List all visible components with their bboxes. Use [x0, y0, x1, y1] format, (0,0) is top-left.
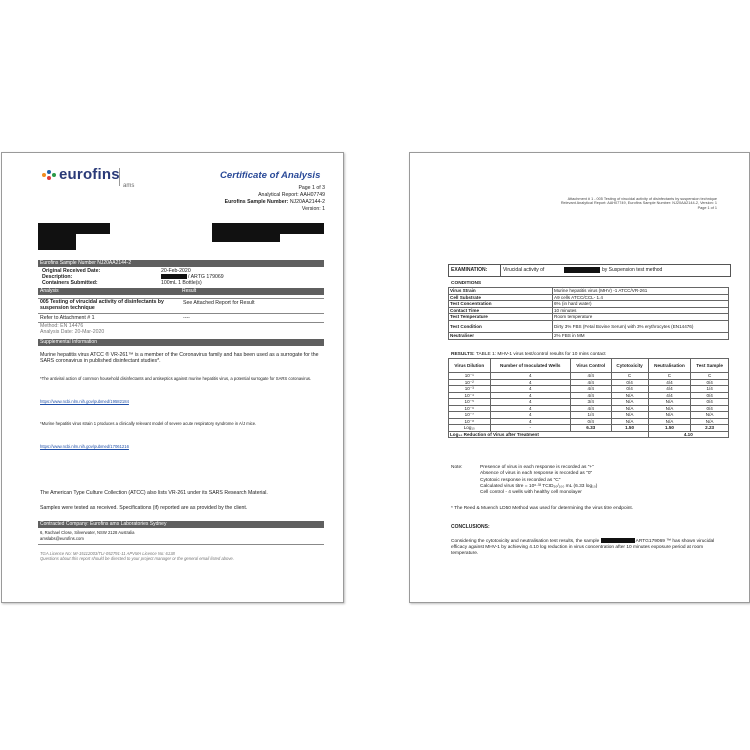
table-cell: 10⁻³ — [449, 386, 491, 393]
table-row — [449, 320, 729, 332]
table-cell: 10⁻⁵ — [449, 399, 491, 406]
table-cell: 4 — [490, 405, 570, 412]
table-cell: 1.50 — [611, 425, 648, 432]
analytical-report-label: Analytical Report: — [258, 192, 299, 198]
licence-footer: TGA Licence No: MI-15112003/TLI-052791-11 APVMA Licence No: 6138 — [40, 551, 175, 556]
refer-value: ---- — [183, 315, 190, 321]
table-cell: 10⁻⁷ — [449, 412, 491, 419]
reference-link-2[interactable]: https://www.ncbi.nlm.nih.gov/pubmed/17061216 — [40, 444, 129, 449]
table-cell: C — [648, 373, 691, 380]
table-cell: 0/4 — [611, 386, 648, 393]
table-cell: 10⁻⁴ — [449, 392, 491, 399]
contracted-company-bar: Contracted Company: Eurofins ams Laboratories Sydney — [38, 521, 324, 528]
redaction-block — [601, 538, 635, 543]
column-header: Number of Inoculated Wells — [490, 359, 570, 373]
atcc-paragraph: The American Type Culture Collection (ATCC) also lists VR-261 under its SARS Research Material. — [40, 490, 268, 496]
divider — [38, 544, 324, 545]
note-line: Absence of virus in each response is recorded as "0" — [480, 471, 593, 477]
samples-paragraph: Samples were tested as received. Specifications (if) reported are as provided by the client. — [40, 505, 248, 511]
table-cell: N/A — [611, 418, 648, 425]
column-header: Virus Control — [570, 359, 611, 373]
table-cell: 4/4 — [648, 379, 691, 386]
divider — [38, 313, 324, 314]
certificate-title: Certificate of Analysis — [220, 170, 321, 181]
certificate-page — [1, 152, 344, 603]
logo-divider — [119, 168, 120, 186]
table-cell: Log₁₀ — [449, 425, 491, 432]
reference-note-1: *The antiviral action of common household disinfectants and antiseptics against murine hepatitis virus, a potential surrogate for SARS coronavirus. — [40, 376, 312, 381]
analytical-report-value: AAH07749 — [299, 192, 325, 198]
attachment-header — [561, 197, 717, 210]
condition-value: 2% FBS in MM — [553, 332, 729, 339]
logo-dot-icon — [47, 170, 51, 174]
condition-label: Test Condition — [449, 320, 553, 332]
examination-box — [448, 264, 731, 277]
sample-number-label: Eurofins Sample Number: — [224, 199, 289, 205]
redaction-block — [38, 233, 76, 250]
logo-sub: ams — [123, 183, 135, 189]
received-date-value: 20-Feb-2020 — [161, 268, 191, 274]
sample-number-value: NJ20AA2144-2 — [289, 199, 325, 205]
conditions-table — [448, 287, 729, 340]
analysis-result: See Attached Report for Result — [183, 300, 255, 306]
logo-brand: eurofins — [59, 166, 120, 183]
redaction-block — [212, 233, 280, 242]
description-label: Description: — [42, 274, 73, 280]
table-cell: 10⁻⁶ — [449, 405, 491, 412]
result-head: Result — [182, 288, 197, 294]
table-row — [449, 332, 729, 339]
conclusion-rest: ARTG179069 ™ has shown virucidal efficacy against MHV-1 by achieving 4.10 log reduction in virus concentration after 10 minutes exposure period at room temperature. — [451, 538, 715, 557]
attachment-header-line: Relevant Analytical Report: AAH07749, Eurofins Sample Number: NJ20AA2144-2, Version: 1 — [560, 201, 717, 206]
analysis-title: 005 Testing of virucidal activity of disinfectants by suspension technique — [40, 299, 164, 311]
condition-value: 10 minutes — [553, 307, 729, 314]
table-cell: N/A — [611, 399, 648, 406]
conclusion-paragraph — [451, 538, 729, 557]
sample-number — [225, 199, 325, 205]
method: Method: EN 14476 — [40, 323, 84, 329]
attachment-header-line: Page 1 of 1 — [697, 205, 717, 210]
logo-dot-icon — [52, 173, 56, 177]
note-line: Presence of virus in each response is recorded as "+" — [480, 465, 594, 470]
logo-dot-icon — [42, 173, 46, 177]
containers-value: 100mL 1 Bottle(s) — [161, 280, 202, 286]
note-line: Calculated virus titre = 10⁶·³³ TCID₅₀/₁₀₀ mL (6.33 log₁₀) — [480, 483, 598, 489]
conditions-heading: CONDITIONS — [451, 281, 482, 286]
results-header-row — [449, 359, 729, 373]
results-table — [448, 358, 729, 438]
table-cell: N/A — [691, 412, 729, 419]
reference-link-1[interactable]: https://www.ncbi.nlm.nih.gov/pubmed/19582184 — [40, 399, 129, 404]
column-header: Test Sample — [691, 359, 729, 373]
reed-muench-note: * The Reed & Muench LD50 Method was used for determining the virus titre endpoint. — [451, 506, 634, 511]
table-cell: 4/4 — [570, 405, 611, 412]
note-label: Note: — [451, 465, 463, 470]
analysis-header-bar — [38, 288, 324, 295]
condition-label: Contact Time — [449, 307, 553, 314]
company-email: amslabs@eurofins.com — [40, 536, 84, 541]
table-cell: 10⁻⁸ — [449, 418, 491, 425]
questions-footer: Questions about this report should be directed to your project manager or the general email listed above. — [40, 556, 234, 561]
table-cell: N/A — [648, 412, 691, 419]
table-cell: 3/4 — [570, 399, 611, 406]
received-date-label: Original Received Date: — [42, 268, 101, 274]
table-cell: 4 — [490, 392, 570, 399]
redaction-block — [161, 274, 187, 279]
table-cell: 4 — [490, 418, 570, 425]
condition-label: Test Concentration — [449, 301, 553, 308]
table-cell: 1/4 — [570, 412, 611, 419]
reduction-row — [449, 431, 729, 438]
condition-value: 6% (in hard water) — [553, 301, 729, 308]
attachment-page — [409, 152, 750, 603]
table-cell: 4 — [490, 379, 570, 386]
analysis-date: Analysis Date: 20-Mar-2020 — [40, 329, 105, 335]
table-cell: 4/4 — [570, 373, 611, 380]
condition-label: Virus Strain — [449, 288, 553, 295]
table-cell: N/A — [611, 412, 648, 419]
logo-dot-icon — [47, 176, 51, 180]
condition-label: Test Temperature — [449, 314, 553, 321]
table-cell: 1/4 — [691, 386, 729, 393]
table-cell: 4 — [490, 412, 570, 419]
table-cell: 10⁻¹ — [449, 373, 491, 380]
notes-list — [480, 465, 597, 496]
table-cell: 2.23 — [691, 425, 729, 432]
column-header: Neutralisation — [648, 359, 691, 373]
table-cell: 4 — [490, 373, 570, 380]
condition-label: Neutraliser — [449, 332, 553, 339]
table-cell: N/A — [648, 418, 691, 425]
results-caption-label: RESULTS: — [451, 352, 475, 357]
reduction-value: 4.10 — [648, 431, 728, 438]
divider — [500, 265, 501, 276]
table-row — [449, 288, 729, 295]
table-cell: - — [490, 425, 570, 432]
refer-label: Refer to Attachment # 1 — [40, 315, 95, 321]
table-cell: 0/4 — [691, 392, 729, 399]
description-value: / ARTG 179069 — [188, 274, 224, 280]
table-row — [449, 301, 729, 308]
sample-section-bar: Eurofins Sample Number NJ20AA2144-2 — [38, 260, 324, 267]
condition-value: Room temperature — [553, 314, 729, 321]
attachment-header-line: Attachment # 1 - 005 Testing of virucidal activity of disinfectants by suspension technique — [567, 197, 717, 201]
table-cell: N/A — [648, 405, 691, 412]
table-cell: 4 — [490, 386, 570, 393]
table-cell: 4/4 — [570, 386, 611, 393]
table-cell: 4/4 — [570, 392, 611, 399]
table-cell: 4/4 — [570, 379, 611, 386]
reduction-label: Log₁₀ Reduction of Virus after Treatment — [449, 431, 649, 438]
table-cell: 0/4 — [691, 379, 729, 386]
company-address: 6, Rachael Close, Silverwater, NSW 2128 Australia — [40, 530, 135, 535]
table-row — [449, 314, 729, 321]
condition-value: Murine hepatitis virus (MHV) -1 ATCC/VR-261 — [553, 288, 729, 295]
results-caption-text: TABLE 1: MHV-1 virus test/control results for 10 mins contact — [475, 352, 606, 357]
examination-suffix: by Suspension test method — [602, 267, 663, 273]
supplemental-bar: Supplemental Information — [38, 339, 324, 346]
conclusions-heading: CONCLUSIONS: — [451, 524, 490, 530]
column-header: Cytotoxicity — [611, 359, 648, 373]
condition-label: Cell Substrate — [449, 294, 553, 301]
table-cell: 4/4 — [648, 386, 691, 393]
table-cell: 0/4 — [691, 399, 729, 406]
table-cell: N/A — [691, 418, 729, 425]
table-row — [449, 294, 729, 301]
table-cell: 0/4 — [570, 418, 611, 425]
page-number: Page 1 of 3 — [298, 185, 325, 191]
table-cell: N/A — [611, 392, 648, 399]
note-line: Cytotoxic response is recorded as "C" — [480, 477, 561, 483]
examination-prefix: Virucidal activity of — [503, 267, 545, 273]
table-cell: C — [691, 373, 729, 380]
analytical-report — [258, 192, 325, 198]
condition-value: A9 cells ATCC/CCL- 1.4 — [553, 294, 729, 301]
table-cell: N/A — [648, 399, 691, 406]
examination-label: EXAMINATION: — [451, 267, 488, 273]
note-line: Cell control - 4 wells with healthy cell monolayer — [480, 490, 582, 496]
table-cell: 0/4 — [691, 405, 729, 412]
analysis-head: Analysis — [40, 288, 59, 294]
table-cell: N/A — [611, 405, 648, 412]
containers-label: Containers Submitted: — [42, 280, 98, 286]
table-cell: 6.33 — [570, 425, 611, 432]
table-cell: 10⁻² — [449, 379, 491, 386]
table-cell: 0/4 — [611, 379, 648, 386]
table-cell: 4/4 — [648, 392, 691, 399]
table-row — [449, 307, 729, 314]
condition-value: Dirty 3% FBS (Fetal Bovine Serum) with 3% erythrocytes (EN14476) — [553, 320, 729, 332]
supplemental-paragraph: Murine hepatitis virus ATCC ® VR-261™ is a member of the Coronavirus family and has been used as a surrogate for the SARS coronavirus in published disinfectant studies*. — [40, 352, 319, 364]
table-cell: 1.50 — [648, 425, 691, 432]
redaction-block — [564, 267, 600, 273]
results-caption — [451, 352, 606, 357]
column-header: Virus Dilution — [449, 359, 491, 373]
reference-note-2: *Murine hepatitis virus strain 1 produces a clinically relevant model of severe acute respiratory syndrome in A/J mice. — [40, 421, 257, 426]
table-cell: 4 — [490, 399, 570, 406]
table-cell: C — [611, 373, 648, 380]
version: Version: 1 — [301, 206, 325, 212]
conclusion-prefix: Considering the cytotoxicity and neutralisation test results, the sample — [451, 538, 600, 544]
